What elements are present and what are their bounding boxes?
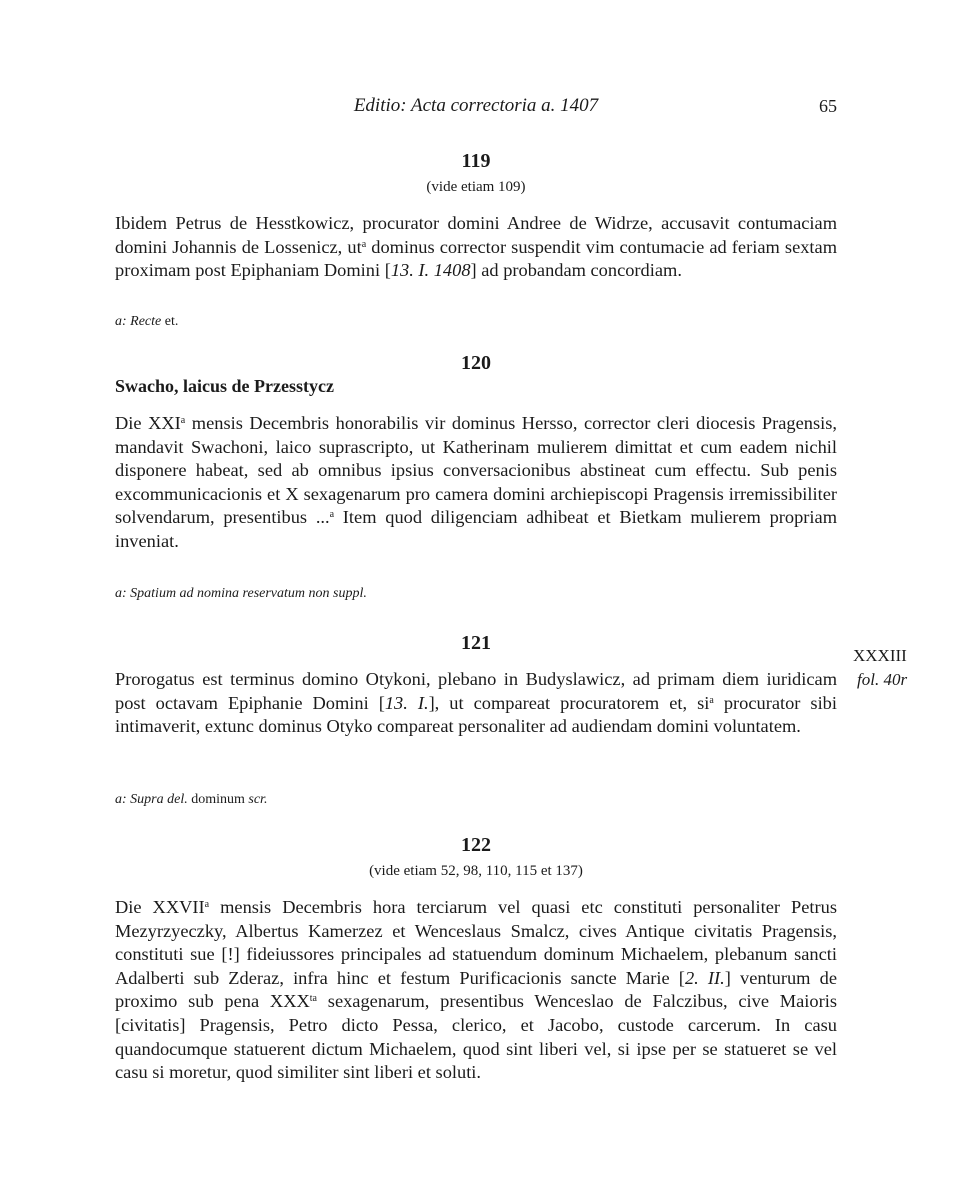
entry-text-part: mensis Decembris honorabilis vir dominus Hersso, corrector cleri diocesis Pragensis, mandavit Swachoni, laico suprascripto, ut Katherinam mulierem dimittat et cum eadem nichil disponere habeat, sed ab omnibus ipsius conversacionibus abstineat cum effectu. Sub penis excommunicacionis et X sexagenarum pro camera domini archiepiscopi Pragensis irremissibiliter solvendarum, presentibus ... [115, 413, 838, 528]
footnote-label: a: Supra del. [115, 792, 188, 807]
date-annotation: 2. II. [684, 967, 725, 988]
footnote-marker: a [180, 415, 186, 426]
entry-text-120 [115, 412, 837, 554]
page-number: 65 [819, 96, 837, 116]
entry-text-119 [115, 212, 837, 283]
entry-number-119: 119 [461, 150, 491, 172]
footnote-119 [115, 312, 837, 332]
entry-text-part: ] ad probandam concordiam. [470, 260, 682, 281]
footnote-marker: ta [309, 993, 317, 1005]
entry-text-part: sexagenarum, presentibus Wenceslao de Falczibus, cive Maioris [civitatis] Pragensis, Petro dicto Pessa, clerico, et Jacobo, custode carcerum. In casu quandocumque statuerent dictum Michaelem, quod sint liberi vel, si ipse per se statueret se vel casu si moretur, quod similiter sint liberi et soluti. [115, 991, 837, 1083]
running-header: Editio: Acta correctoria a. 1407 [353, 95, 599, 116]
margin-roman-numeral: XXXIII [853, 646, 907, 665]
entry-text-part: ] venturum de proximo sub pena XXX [115, 967, 837, 1012]
date-annotation: 13. I. 1408 [390, 260, 471, 281]
date-annotation: 13. I. [384, 692, 429, 713]
entry-number-120: 120 [461, 352, 491, 374]
footnote-marker: a [709, 694, 714, 706]
entry-text-part: Prorogatus est terminus domino Otykoni, plebano in Budyslawicz, ad primam diem iuridicam post octavam Epiphanie Domini [ [115, 669, 837, 713]
cross-reference-119: (vide etiam 109) [426, 179, 526, 195]
footnote-120: a: Spatium ad nomina reservatum non suppl. [115, 586, 367, 601]
entry-text-part: mensis Decembris hora terciarum vel quasi etc constituti personaliter Petrus Mezyrzyeczky, Albertus Kamerzez et Wenceslaus Smalcz, cives Antique civitatis Pragensis, constituti sue [!] fideiussores principales ad statuendum dominum Michaelem, plebanum sancti Adalberti sub Zderaz, infra hinc et festum Purificacionis sancte Marie [ [115, 897, 837, 988]
entry-text-part: Item quod diligenciam adhibeat et Bietkam mulierem propriam inveniat. [115, 507, 837, 551]
entry-text-part: dominus corrector suspendit vim contumacie ad feriam sextam proximam post Epiphaniam Domini [ [115, 236, 837, 281]
entry-text-122 [115, 896, 837, 1085]
footnote-121 [115, 790, 837, 810]
margin-folio-reference: fol. 40r [857, 670, 908, 689]
entry-text-part: procurator sibi intimaverit, extunc dominus Otyko compareat personaliter ad audiendam domini voluntatem. [115, 692, 837, 737]
footnote-text: dominum [187, 792, 249, 807]
footnote-marker: a [329, 509, 335, 521]
entry-text-part: Die XXVII [115, 897, 205, 917]
cross-reference-122: (vide etiam 52, 98, 110, 115 et 137) [369, 863, 583, 879]
entry-text-part: ], ut compareat procuratorem et, si [428, 692, 710, 713]
entry-number-121: 121 [461, 632, 491, 654]
entry-text-part: Die XXI [115, 413, 181, 433]
footnote-text: et. [161, 314, 179, 329]
footnote-marker: a [361, 238, 367, 250]
footnote-label: a: Recte [115, 314, 162, 329]
footnote-marker: a [204, 899, 210, 910]
entry-text-121 [115, 668, 837, 739]
entry-number-122: 122 [461, 834, 491, 856]
footnote-text: scr. [248, 792, 268, 807]
entry-rubric-120: Swacho, laicus de Przesstycz [115, 376, 334, 396]
entry-text-part: Ibidem Petrus de Hesstkowicz, procurator domini Andree de Widrze, accusavit contumaciam domini Johannis de Lossenicz, ut [115, 213, 837, 257]
